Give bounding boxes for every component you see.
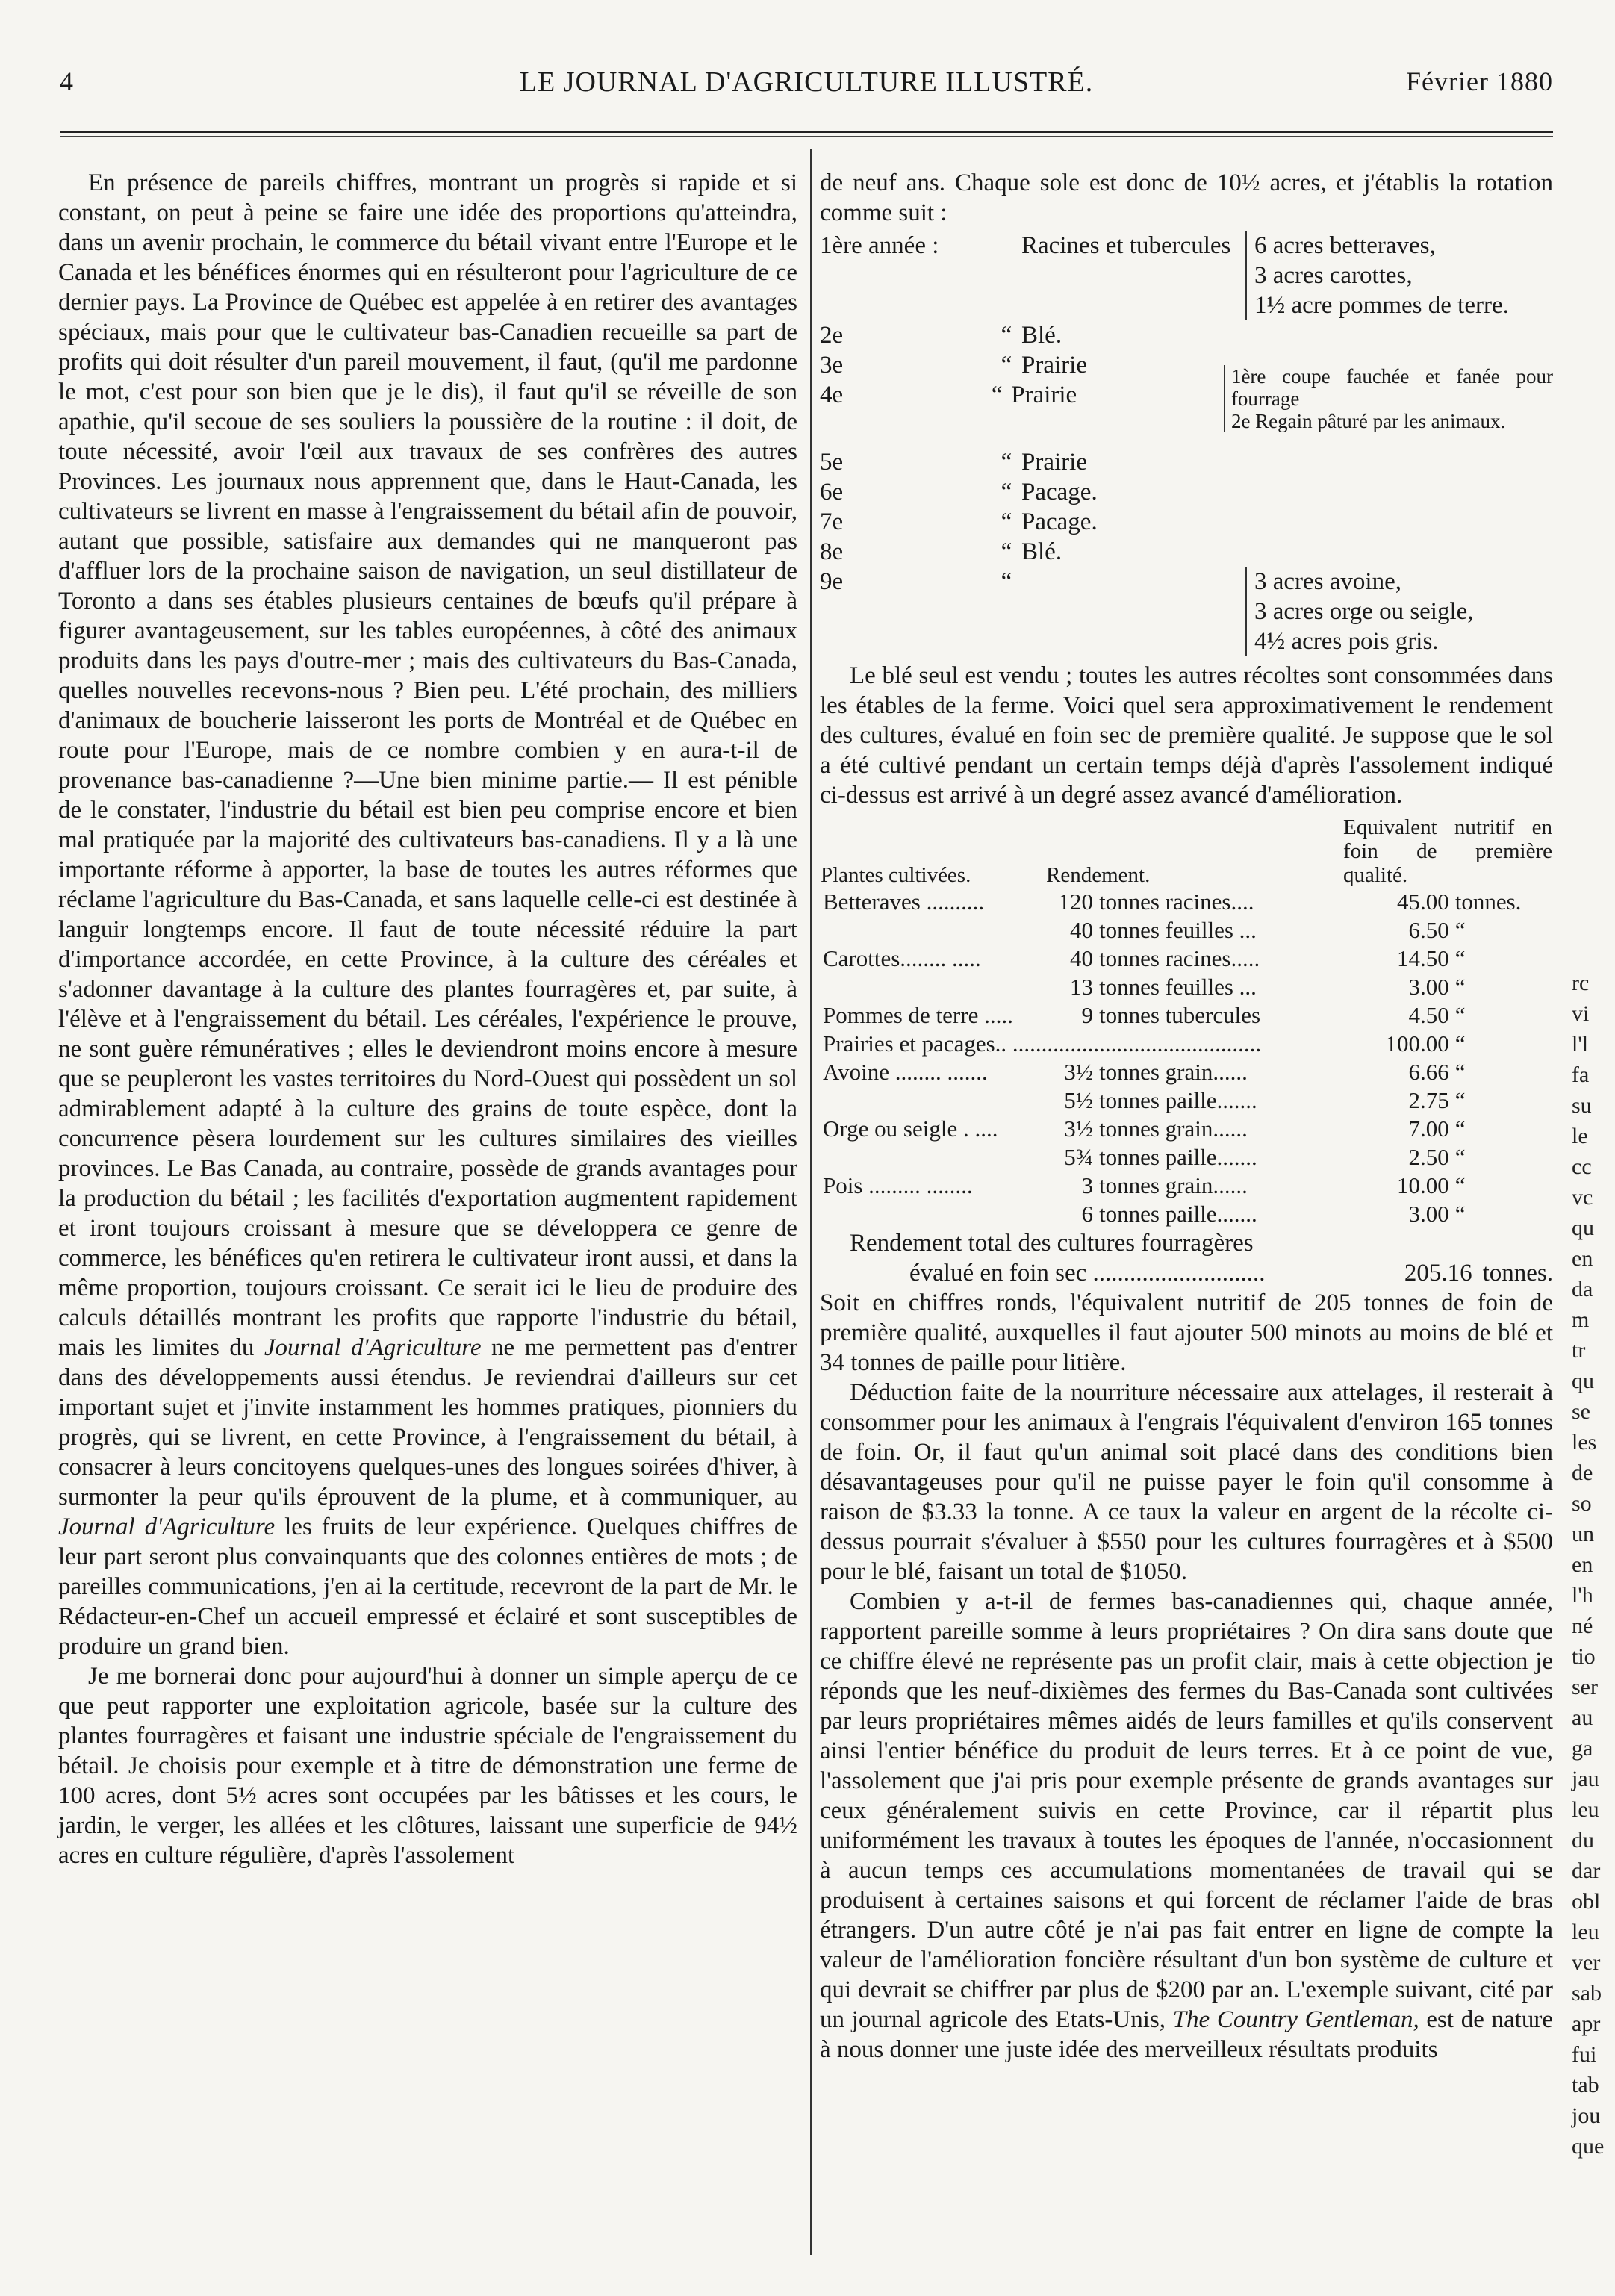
margin-fragment: se: [1572, 1399, 1590, 1424]
table-row: Prairies et pacages.. ........................................... 100.00 “: [823, 1030, 1466, 1057]
table-row: Orge ou seigle . .... 3½ tonnes grain...... 7.00 “: [823, 1116, 1466, 1142]
page-number: 4: [60, 66, 73, 96]
paragraph: Le blé seul est vendu ; toutes les autres récoltes sont consommées dans les étables de la ferme. Voici quel sera approximativement le rendement des cultures, évalué en foin sec de première qualité. Je suppose que le sol a été cultivé pendant un certain temps déjà d'après l'assolement indiqué ci-dessus est arrivé à un degré assez avancé d'amélioration.: [820, 662, 1553, 809]
margin-fragment: le: [1572, 1124, 1588, 1148]
margin-fragment: da: [1572, 1277, 1593, 1301]
journal-title: LE JOURNAL D'AGRICULTURE ILLUSTRÉ.: [519, 66, 1094, 98]
margin-fragment: les: [1572, 1430, 1597, 1455]
margin-fragment: tio: [1572, 1644, 1596, 1669]
rotation-row: 8e “ Blé.: [820, 538, 1062, 565]
margin-fragment: tr: [1572, 1338, 1586, 1363]
rotation-row: 2e “ Blé.: [820, 322, 1062, 349]
margin-fragment: sab: [1572, 1981, 1602, 2006]
margin-fragment: l'l: [1572, 1032, 1589, 1057]
table-row: Avoine ........ ....... 3½ tonnes grain...... 6.66 “: [823, 1059, 1466, 1085]
header-rule-thin: [60, 136, 1553, 137]
margin-fragment: en: [1572, 1246, 1593, 1271]
right-column: [820, 168, 1553, 2065]
rotation-row: 5e “ Prairie: [820, 449, 1087, 476]
issue-date: Février 1880: [1406, 66, 1553, 96]
margin-fragment: leu: [1572, 1797, 1599, 1822]
rotation-row: 9e “ 3 acres avoine, 3 acres orge ou seigle, 4½ acres pois gris.: [820, 568, 1474, 655]
margin-fragment: fui: [1572, 2042, 1597, 2067]
margin-fragment: vi: [1572, 1001, 1590, 1026]
header-rule: [60, 131, 1553, 133]
margin-fragment: un: [1572, 1522, 1594, 1546]
margin-fragment: rc: [1572, 971, 1590, 995]
margin-fragment: su: [1572, 1093, 1592, 1118]
margin-fragment: jou: [1572, 2103, 1601, 2128]
margin-fragment: m: [1572, 1307, 1590, 1332]
rotation-row: 3e “ Prairie: [820, 352, 1087, 379]
margin-fragment: que: [1572, 2134, 1605, 2159]
margin-fragment: ver: [1572, 1950, 1601, 1975]
rotation-row: 7e “ Pacage.: [820, 508, 1098, 535]
table-row: Betteraves .......... 120 tonnes racines.... 45.00 tonnes.: [823, 889, 1522, 915]
paragraph: de neuf ans. Chaque sole est donc de 10½ acres, et j'établis la rotation comme suit :: [820, 169, 1553, 226]
rotation-list: [820, 231, 1553, 656]
table-row: 5½ tonnes paille....... 2.75 “: [1064, 1087, 1466, 1113]
margin-fragment: qu: [1572, 1216, 1594, 1240]
paragraph: Combien y a-t-il de fermes bas-canadiennes qui, chaque année, rapportent pareille somme à leurs propriétaires ? On dira sans doute que ce chiffre élevé ne représente pas un profit clair, mais à cette objection je réponds que les neuf-dixièmes des fermes du Bas-Canada sont cultivées par leurs propriétaires mêmes aidés de leurs familles et qu'ils conservent ainsi l'entier bénéfice du produit de leurs terres. Et à ce point de vue, l'assolement que j'ai pris pour exemple présente de grands avantages sur ceux généralement suivis en cette Province, car il répartit plus uniformément les travaux à toutes les époques de l'année, n'occasionnent à aucun temps ces accumulations momentanées de travail qui se produisent à certaines saisons et qui forcent de réclamer l'aide de bras étrangers. D'un autre côté je n'ai pas fait entrer en ligne de compte la valeur de l'amélioration foncière résultant d'un bon système de culture et qui devrait se chiffrer par plus de $200 par an. L'exemple suivant, cité par un journal agricole des Etats-Unis, The Country Gentleman, est de nature à nous donner une juste idée des merveilleux résultats produits: [820, 1588, 1553, 2063]
margin-fragment: en: [1572, 1552, 1593, 1577]
margin-fragment: tab: [1572, 2073, 1599, 2097]
margin-fragment: so: [1572, 1491, 1592, 1516]
margin-fragment: fa: [1572, 1063, 1590, 1087]
yield-table: [820, 815, 1553, 1228]
table-row: Carottes........ ..... 40 tonnes racines..... 14.50 “: [823, 945, 1466, 971]
table-header: Rendement.: [1046, 863, 1151, 887]
margin-fragment: né: [1572, 1614, 1593, 1638]
margin-fragment: apr: [1572, 2012, 1601, 2036]
table-row: 40 tonnes feuilles ... 6.50 “: [1070, 917, 1466, 943]
rotation-row: 4e “ Prairie 1ère coupe fauchée et fanée pour fourrage 2e Regain pâturé par les animaux.: [820, 365, 1553, 432]
margin-fragment: cc: [1572, 1154, 1592, 1179]
paragraph: En présence de pareils chiffres, montrant un progrès si rapide et si constant, on peut à peine se faire une idée des proportions qu'atteindra, dans un avenir prochain, le commerce du bétail vivant entre l'Europe et le Canada et les bénéfices énormes qui en résulteront pour l'agriculture de ce dernier pays. La Province de Québec est appelée à en retirer des avantages spéciaux, mais pour que le cultivateur bas-Canadien recueille sa part de profits qui doit résulter d'un pareil mouvement, il faut, (qu'il me pardonne le mot, c'est pour son bien que je le dis), il faut qu'il se réveille de son apathie, qu'il secoue de ses souliers la poussière de la routine : il doit, de toute nécessité, avoir l'œil aux travaux de ses confrères des autres Provinces. Les journaux nous apprennent que, dans le Haut-Canada, les cultivateurs se livrent en masse à l'engraissement du bétail afin de pouvoir, autant que possible, satisfaire aux demandes qui ne manqueront pas d'affluer lors de la prochaine saison de navigation, un seul distillateur de Toronto a dans ses étables plusieurs centaines de bœufs qu'il prépare à figurer avantageusement, sur les tables européennes, à côté des animaux produits dans les pays d'outre-mer ; mais des cultivateurs du Bas-Canada, quelles nouvelles recevons-nous ? Bien peu. L'été prochain, des milliers d'animaux de boucherie laisseront les ports de Montréal et de Québec en route pour l'Europe, mais de ce nombre combien y en aura-t-il de provenance bas-canadienne ?—Une bien minime partie.— Il est pénible de le constater, l'industrie du bétail est bien peu comprise encore et bien mal pratiquée par la majorité des cultivateurs bas-canadiens. Il y a là une importante réforme à apporter, la base de toutes les autres réformes que réclame l'agriculture du Bas-Canada, et sans laquelle celle-ci est destinée à languir longtemps encore. Il faut de toute nécessité réduire la part d'importance accordée, en cette Province, à la culture des céréales et s'adonner davantage à la culture des plantes fourragères et, par suite, à l'élève et à l'engraissement du bétail. Les céréales, l'expérience le prouve, ne sont guère rémunératives ; elles le deviendront moins encore à mesure que se peupleront les vastes territoires du Nord-Ouest qui possèdent un sol admirablement adapté à la culture des grains de toute espèce, dont la concurrence pèsera lourdement sur les cultures similaires des vieilles provinces. Le Bas Canada, au contraire, possède de grands avantages pour la production du bétail ; les facilités d'exportation augmentent rapidement et iront toujours croissant à mesure que se développera ce genre de commerce, les bénéfices qu'en retirera le cultivateur iront aussi, et dans la même proportion, toujours croissant. Ce serait ici le lieu de produire des calculs détaillés montrant les profits que rapporte l'industrie du bétail, mais les limites du Journal d'Agriculture ne me permettent pas d'entrer dans des développements aussi étendus. Je reviendrai d'ailleurs sur cet important sujet et j'invite instamment les hommes pratiques, pionniers du progrès, qui se livrent, en cette Province, à l'engraissement du bétail, à consacrer à leurs concitoyens quelques-unes des longues soirées d'hiver, à surmonter la peur qu'ils éprouvent de la plume, et à communiquer, au Journal d'Agriculture les fruits de leur expérience. Quelques chiffres de leur part seront plus convainquants que des colonnes entières de mots ; de pareilles communications, j'en ai la certitude, recevront de la part de Mr. le Rédacteur-en-Chef un accueil empressé et éclairé et sont susceptibles de produire un grand bien.: [58, 169, 797, 1660]
margin-fragment: du: [1572, 1828, 1594, 1852]
margin-fragment: de: [1572, 1460, 1593, 1485]
paragraph: Je me bornerai donc pour aujourd'hui à donner un simple aperçu de ce que peut rapporter une exploitation agricole, basée sur la culture des plantes fourragères et faisant une industrie spéciale de l'engraissement du bétail. Je choisis pour exemple et à titre de démonstration une ferme de 100 acres, dont 5½ acres sont occupées par les bâtisses et les cours, le jardin, le verger, les allées et les clôtures, laissant une superficie de 94½ acres en culture régulière, d'après l'assolement: [58, 1663, 797, 1869]
paragraph: Déduction faite de la nourriture nécessaire aux attelages, il resterait à consommer pour les animaux à l'engrais l'équivalent d'environ 165 tonnes de foin. Or, il faut qu'un animal soit placé dans des conditions bien désavantageuses pour qu'il ne puisse payer le foin qu'il consomme à raison de $3.33 la tonne. A ce taux la valeur en argent de la récolte ci-dessus pourrait s'évaluer à $550 pour les cultures fourragères et à $500 pour le blé, faisant un total de $1050.: [820, 1379, 1553, 1585]
margin-fragment: au: [1572, 1705, 1593, 1730]
margin-fragment: qu: [1572, 1369, 1594, 1393]
table-header: Plantes cultivées.: [821, 863, 971, 887]
margin-fragment: dar: [1572, 1858, 1601, 1883]
total-line: Rendement total des cultures fourragères évalué en foin sec ............................ 205.16 tonnes.: [850, 1230, 1553, 1287]
rotation-row: 1ère année : Racines et tubercules 6 acres betteraves, 3 acres carottes, 1½ acre pommes de terre.: [820, 232, 1509, 319]
paragraph: Soit en chiffres ronds, l'équivalent nutritif de 205 tonnes de foin de première qualité, auxquelles il faut ajouter 500 minots au moins de blé et 34 tonnes de paille pour litière.: [820, 1289, 1553, 1376]
table-row: 6 tonnes paille....... 3.00 “: [1081, 1201, 1466, 1227]
margin-fragment: jau: [1572, 1767, 1599, 1791]
table-row: 13 tonnes feuilles ... 3.00 “: [1070, 974, 1466, 1000]
column-divider: [810, 149, 812, 2255]
table-row: Pois ......... ........ 3 tonnes grain...... 10.00 “: [823, 1172, 1466, 1198]
margin-fragment: vc: [1572, 1185, 1593, 1210]
table-row: Pommes de terre ..... 9 tonnes tubercules 4.50 “: [823, 1002, 1466, 1028]
table-row: 5¾ tonnes paille....... 2.50 “: [1064, 1144, 1466, 1170]
margin-fragment: ser: [1572, 1675, 1598, 1699]
margin-fragment: leu: [1572, 1920, 1599, 1944]
left-column: [58, 168, 797, 1870]
table-header: Equivalent nutritif en foin de première qualité.: [1343, 815, 1552, 887]
rotation-row: 6e “ Pacage.: [820, 479, 1098, 505]
margin-fragment: ga: [1572, 1736, 1593, 1761]
page-header: [60, 66, 1553, 111]
total-value: 205.16: [1404, 1260, 1472, 1287]
margin-fragment: l'h: [1572, 1583, 1593, 1608]
margin-fragment: obl: [1572, 1889, 1601, 1914]
